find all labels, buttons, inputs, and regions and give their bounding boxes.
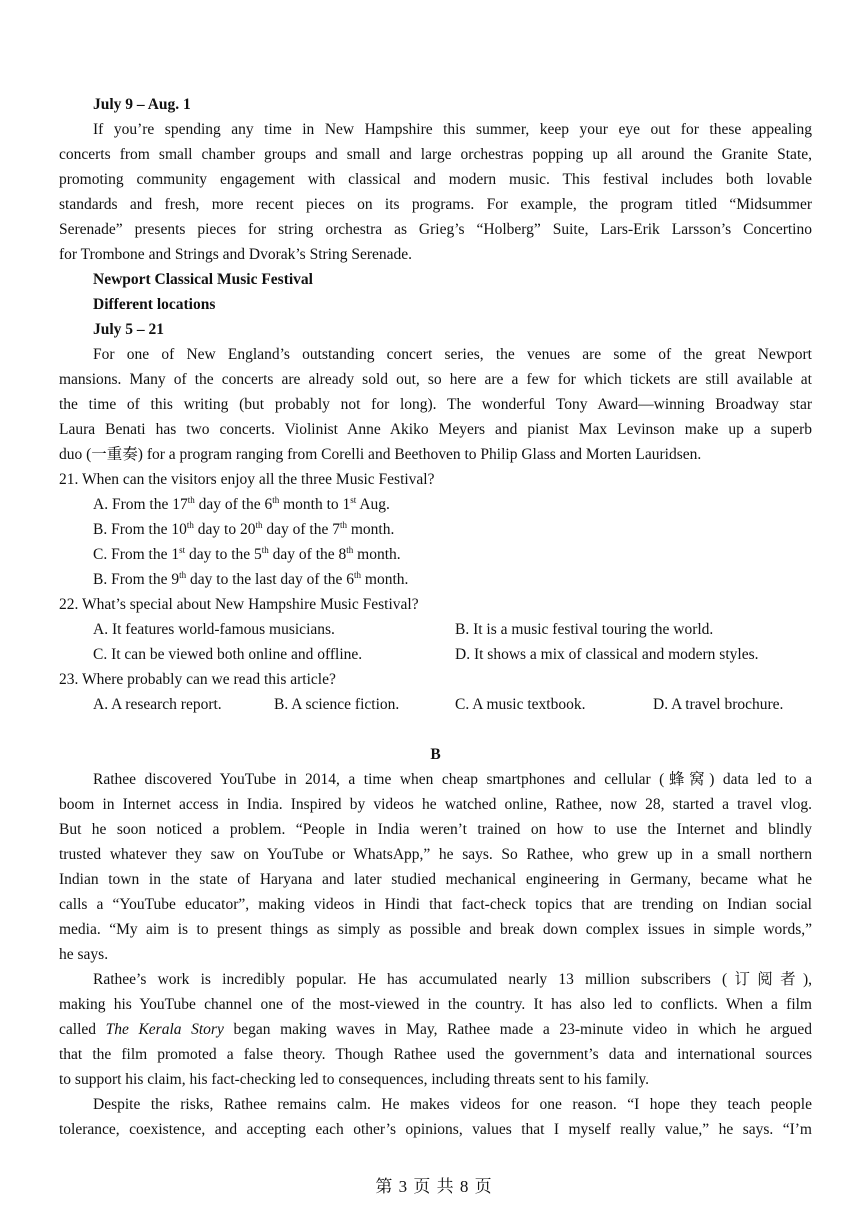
nh-paragraph-line: concerts from small chamber groups and small and large orchestras popping up all around the Granite State, [59, 146, 812, 163]
question-21-option-a: A. From the 17th day of the 6th month to 1st Aug. [93, 494, 390, 513]
question-22-options-row [59, 642, 812, 667]
question-22-option-b: B. It is a music festival touring the world. [455, 621, 714, 638]
question-21-option-d: B. From the 9th day to the last day of the 6th month. [93, 569, 409, 588]
section-b-paragraph-line: that the film promoted a false theory. Though Rathee used the government’s data and international sources [59, 1046, 812, 1063]
section-b-paragraph-line: Rathee discovered YouTube in 2014, a time when cheap smartphones and cellular (蜂窝) data led to a [93, 771, 812, 788]
film-title: The Kerala Story [105, 1021, 224, 1038]
question-22-option-a: A. It features world-famous musicians. [93, 621, 335, 638]
newport-paragraph-line: duo (一重奏) for a program ranging from Corelli and Beethoven to Philip Glass and Morten Lauridsen. [59, 446, 702, 463]
nh-paragraph-line: promoting community engagement with classical and modern music. This festival includes both lovable [59, 171, 812, 188]
nh-paragraph-line: for Trombone and Strings and Dvorak’s String Serenade. [59, 246, 413, 263]
section-b-paragraph-line: Despite the risks, Rathee remains calm. He makes videos for one reason. “I hope they teach people [93, 1096, 812, 1113]
newport-paragraph-line: the time of this writing (but probably not for long). The wonderful Tony Award—winning Broadway star [59, 396, 812, 413]
section-b-paragraph-line: tolerance, coexistence, and accepting each other’s opinions, values that I myself really value,” he says. “I’m [59, 1121, 812, 1138]
newport-location: Different locations [93, 296, 216, 313]
newport-paragraph-line: For one of New England’s outstanding concert series, the venues are some of the great Newport [93, 346, 812, 363]
question-23-options-row [59, 692, 812, 717]
nh-paragraph-line: If you’re spending any time in New Hampshire this summer, keep your eye out for these appealing [93, 121, 812, 138]
nh-paragraph-line: Serenade” presents pieces for string orchestra as Grieg’s “Holberg” Suite, Lars-Erik Larsson’s Concertino [59, 221, 812, 238]
newport-date: July 5 – 21 [93, 321, 165, 338]
section-b-paragraph-line: to support his claim, his fact-checking led to consequences, including threats sent to his family. [59, 1071, 650, 1088]
section-b-paragraph-line: called The Kerala Story began making waves in May, Rathee made a 23-minute video in which he argued [59, 1021, 812, 1038]
section-b-paragraph-line: boom in Internet access in India. Inspired by videos he watched online, Rathee, now 28, started a travel vlog. [59, 796, 812, 813]
question-21-stem: 21. When can the visitors enjoy all the three Music Festival? [59, 471, 435, 488]
section-b-paragraph-line: trusted whatever they saw on YouTube or WhatsApp,” he says. So Rathee, who grew up in a small northern [59, 846, 812, 863]
question-23-option-d: D. A travel brochure. [653, 696, 784, 713]
document-page [59, 92, 812, 1142]
newport-title: Newport Classical Music Festival [93, 271, 313, 288]
question-22-options-row [59, 617, 812, 642]
question-21-option-c: C. From the 1st day to the 5th day of the 8th month. [93, 544, 401, 563]
section-b-paragraph-line: he says. [59, 946, 109, 963]
question-22-option-d: D. It shows a mix of classical and modern styles. [455, 646, 759, 663]
nh-paragraph-line: standards and fresh, more recent pieces on its programs. For example, the program titled “Midsummer [59, 196, 812, 213]
question-23-stem: 23. Where probably can we read this article? [59, 671, 336, 688]
nh-date: July 9 – Aug. 1 [93, 96, 191, 113]
question-22-stem: 22. What’s special about New Hampshire Music Festival? [59, 596, 419, 613]
newport-paragraph-line: Laura Benati has two concerts. Violinist Anne Akiko Meyers and pianist Max Levinson make up a superb [59, 421, 812, 438]
question-22-option-c: C. It can be viewed both online and offline. [93, 646, 363, 663]
question-23-option-a: A. A research report. [93, 696, 222, 713]
section-b-paragraph-line: calls a “YouTube educator”, making videos in Hindi that fact-check topics that are trending on Indian social [59, 896, 812, 913]
section-b-paragraph-line: Rathee’s work is incredibly popular. He has accumulated nearly 13 million subscribers (订阅者), [93, 971, 812, 988]
question-23-option-b: B. A science fiction. [274, 696, 400, 713]
section-b-paragraph-line: But he soon noticed a problem. “People in India weren’t trained on how to use the Internet and blindly [59, 821, 812, 838]
section-b-paragraph-line: media. “My aim is to present things as simply as possible and break down complex issues in simple words,” [59, 921, 812, 938]
section-b-paragraph-line: Indian town in the state of Haryana and later studied mechanical engineering in Germany, became what he [59, 871, 812, 888]
question-21-option-b: B. From the 10th day to 20th day of the 7th month. [93, 519, 395, 538]
newport-paragraph-line: mansions. Many of the concerts are already sold out, so here are a few for which tickets are still available at [59, 371, 812, 388]
question-23-option-c: C. A music textbook. [455, 696, 586, 713]
section-b-heading: B [430, 746, 441, 763]
page-footer: 第 3 页 共 8 页 [375, 1177, 493, 1196]
section-b-paragraph-line: making his YouTube channel one of the most-viewed in the country. It has also led to conflicts. When a film [59, 996, 812, 1013]
